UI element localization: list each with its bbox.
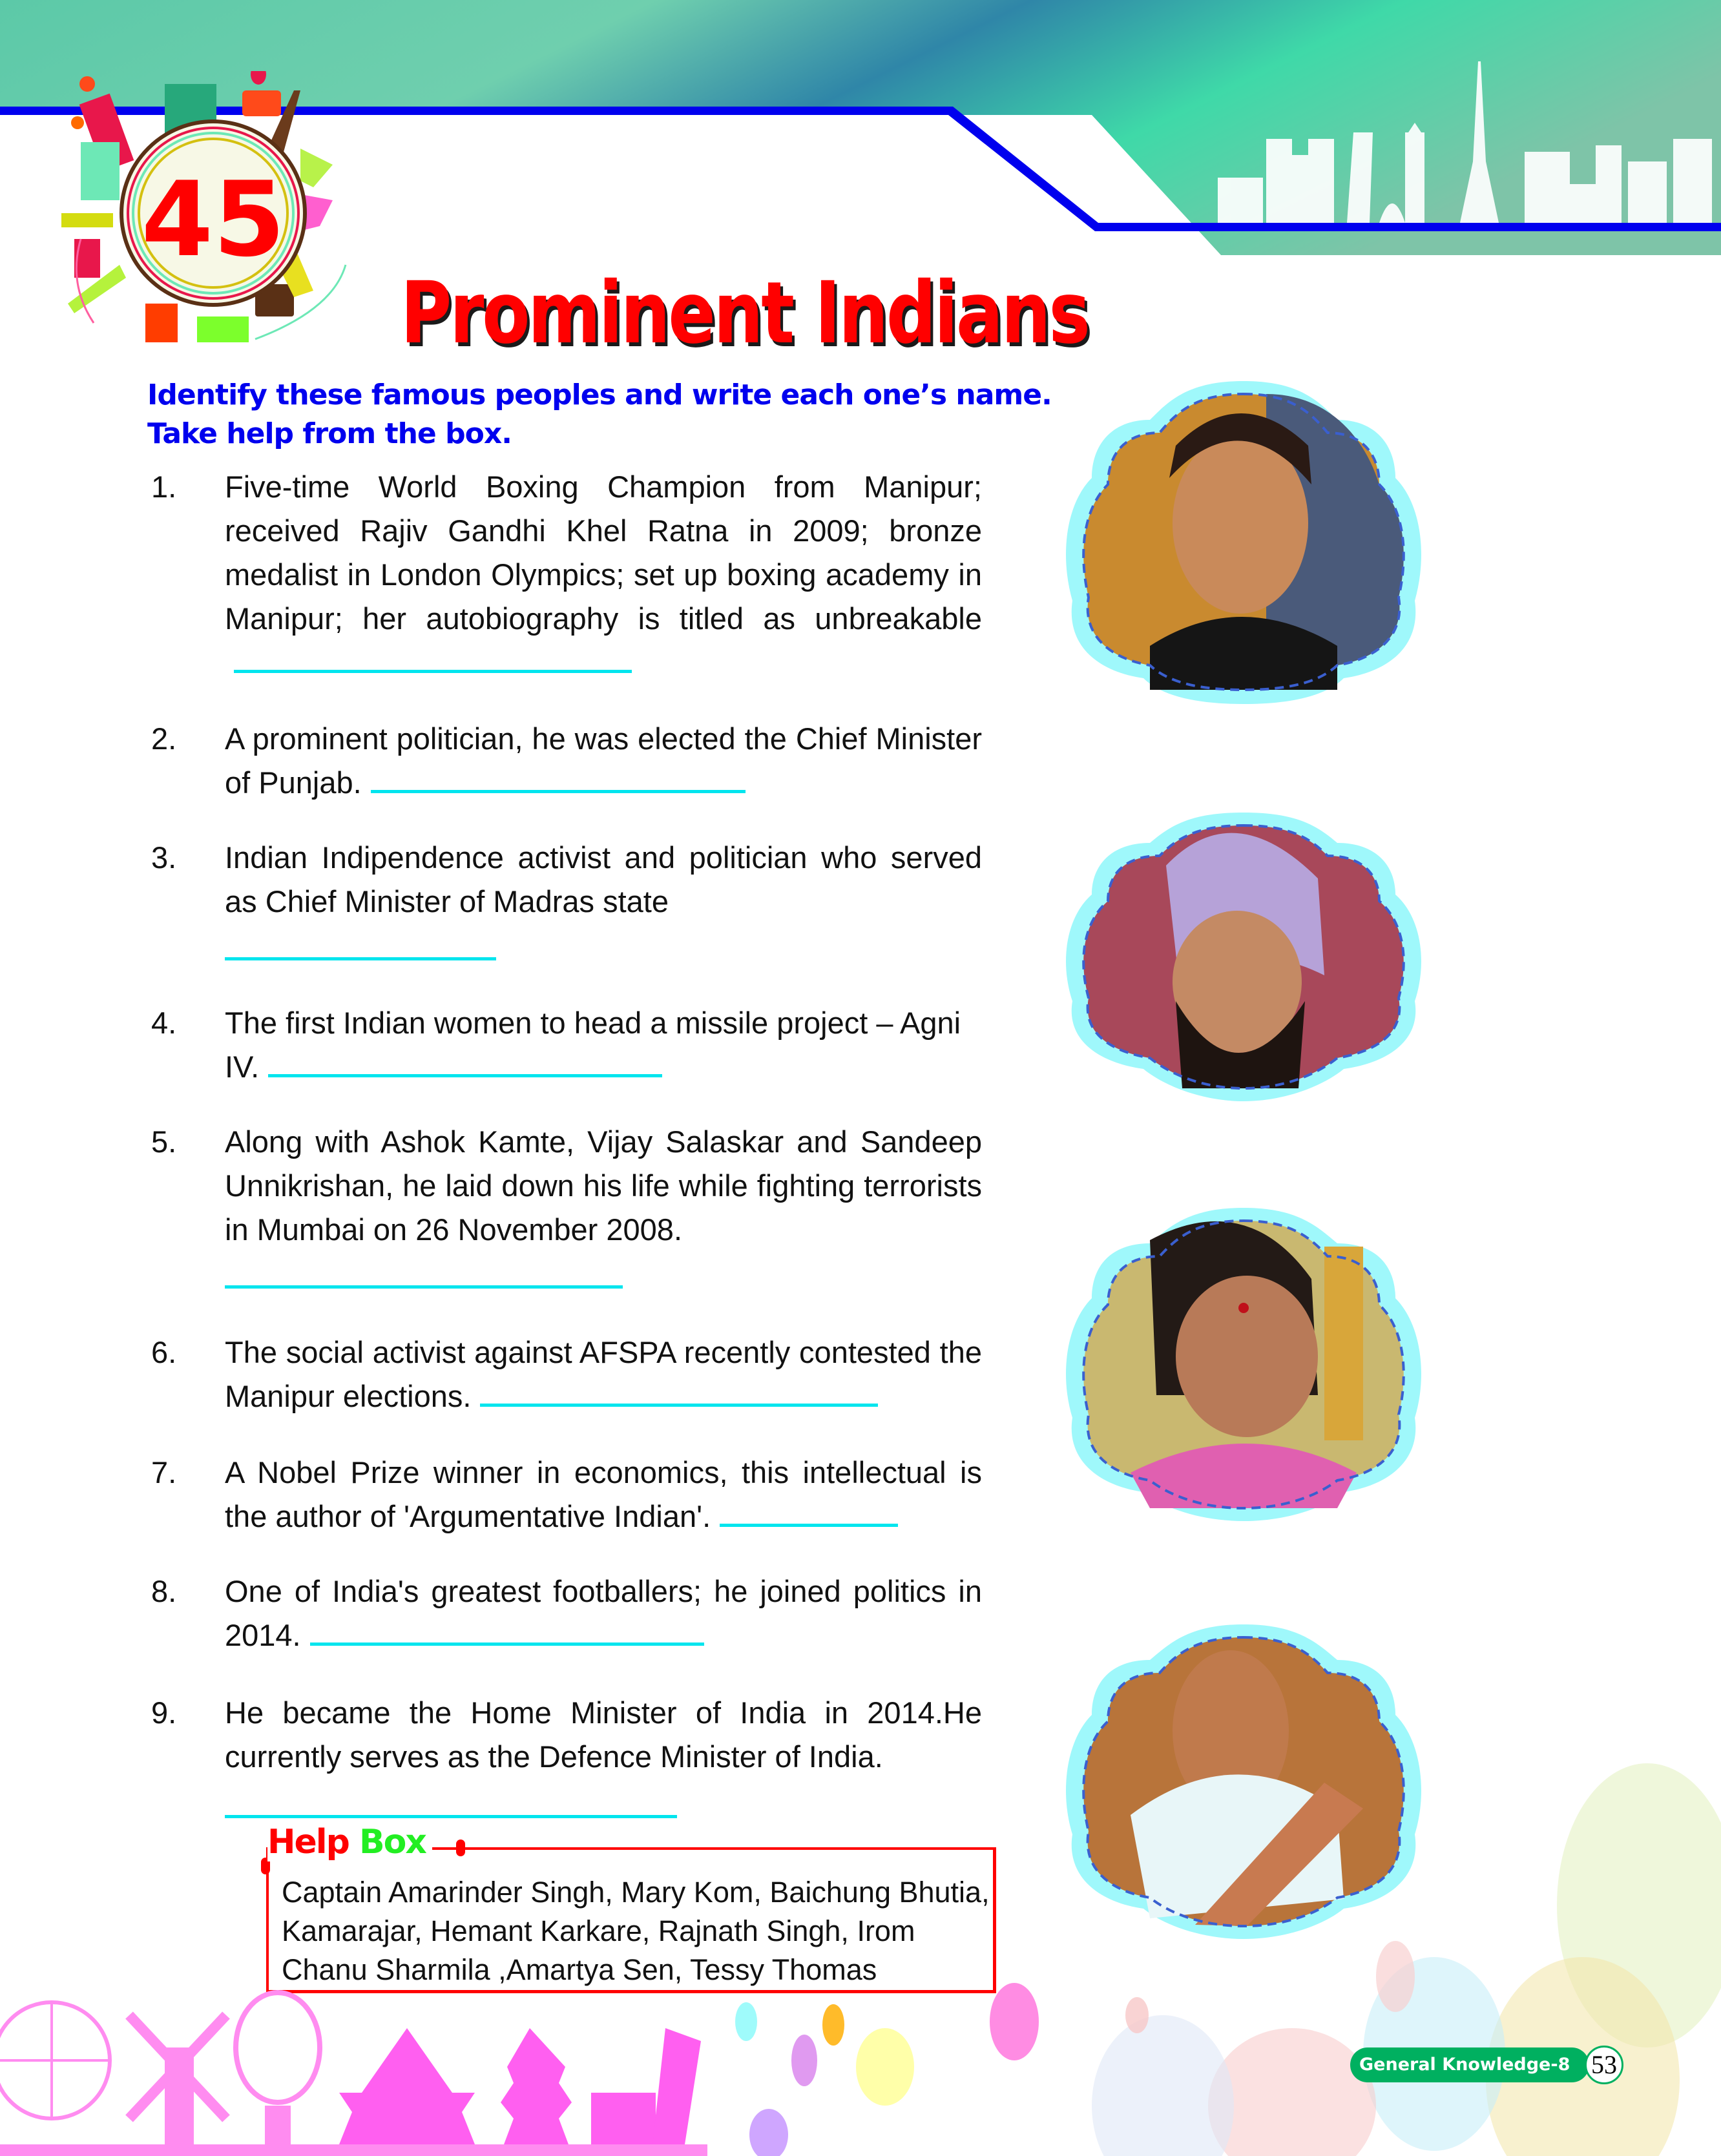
instruction-line-2: Take help from the box. bbox=[147, 417, 512, 450]
answer-blank[interactable] bbox=[310, 1643, 704, 1646]
question-4 bbox=[147, 1001, 987, 1089]
question-number: 6. bbox=[151, 1335, 177, 1369]
question-text: He became the Home Minister of India in 2014.He currently serves as the Defence Minister of India. bbox=[225, 1695, 982, 1774]
answer-blank[interactable] bbox=[225, 1815, 677, 1818]
instructions bbox=[147, 376, 1078, 453]
question-6 bbox=[147, 1331, 987, 1418]
question-number: 5. bbox=[151, 1125, 177, 1159]
page-number: 53 bbox=[1585, 2046, 1623, 2084]
question-text: Along with Ashok Kamte, Vijay Salaskar and Sandeep Unnikrishan, he laid down his life while fighting terrorists in Mumbai on 26 November 2008. bbox=[225, 1125, 982, 1247]
answer-blank[interactable] bbox=[371, 790, 746, 793]
question-text: The social activist against AFSPA recently contested the Manipur elections. bbox=[225, 1335, 982, 1413]
pink-skyline-decoration bbox=[0, 1989, 711, 2156]
question-1 bbox=[147, 465, 987, 685]
page-title: Prominent Indians bbox=[401, 264, 1089, 363]
question-number: 2. bbox=[151, 721, 177, 756]
instruction-line-1: Identify these famous peoples and write each one’s name. bbox=[147, 378, 1052, 411]
question-text: A Nobel Prize winner in economics, this intellectual is the author of 'Argumentative Indian'. bbox=[225, 1455, 982, 1533]
answer-blank[interactable] bbox=[268, 1074, 662, 1077]
question-number: 9. bbox=[151, 1695, 177, 1730]
question-3 bbox=[147, 836, 987, 960]
bubble-decoration bbox=[711, 1744, 1721, 2156]
question-number: 8. bbox=[151, 1574, 177, 1608]
help-box-names: Captain Amarinder Singh, Mary Kom, Baichung Bhutia, Kamarajar, Hemant Karkare, Rajnath Singh, Irom Chanu Sharmila ,Amartya Sen, Tessy Thomas bbox=[282, 1876, 990, 1986]
question-text: One of India's greatest footballers; he joined politics in 2014. bbox=[225, 1574, 982, 1652]
question-7 bbox=[147, 1451, 987, 1539]
portrait-mary-kom bbox=[1053, 375, 1434, 710]
question-text: Five-time World Boxing Champion from Manipur; received Rajiv Gandhi Khel Ratna in 2009; bronze medalist in London Olympics; set up boxing academy in Manipur; her autobiography is titled as unbreakable bbox=[225, 470, 982, 636]
question-text: The first Indian women to head a missile project – Agni IV. bbox=[225, 1006, 961, 1084]
question-number: 7. bbox=[151, 1455, 177, 1489]
help-title-part-2: Box bbox=[359, 1823, 426, 1861]
answer-blank[interactable] bbox=[720, 1524, 898, 1527]
question-number: 1. bbox=[151, 470, 177, 504]
help-box-pin-right bbox=[456, 1840, 465, 1856]
question-text: Indian Indipendence activist and politician who served as Chief Minister of Madras state bbox=[225, 840, 982, 918]
chapter-number: 45 bbox=[141, 159, 286, 280]
question-number: 4. bbox=[151, 1006, 177, 1040]
portrait-tessy-thomas bbox=[1053, 1201, 1434, 1524]
help-title-part-1: Help bbox=[267, 1823, 349, 1861]
help-box-title bbox=[267, 1823, 432, 1861]
question-number: 3. bbox=[151, 840, 177, 875]
answer-blank[interactable] bbox=[225, 957, 496, 960]
answer-blank[interactable] bbox=[480, 1404, 878, 1407]
question-2 bbox=[147, 717, 987, 805]
answer-blank[interactable] bbox=[225, 1285, 623, 1289]
dot-decoration bbox=[717, 2002, 846, 2099]
portrait-amarinder-singh bbox=[1053, 807, 1434, 1111]
answer-blank[interactable] bbox=[234, 670, 632, 673]
question-text: A prominent politician, he was elected the Chief Minister of Punjab. bbox=[225, 721, 982, 800]
footer-book-title: General Knowledge-8 bbox=[1350, 2047, 1589, 2082]
question-8 bbox=[147, 1570, 987, 1657]
question-5 bbox=[147, 1120, 987, 1289]
